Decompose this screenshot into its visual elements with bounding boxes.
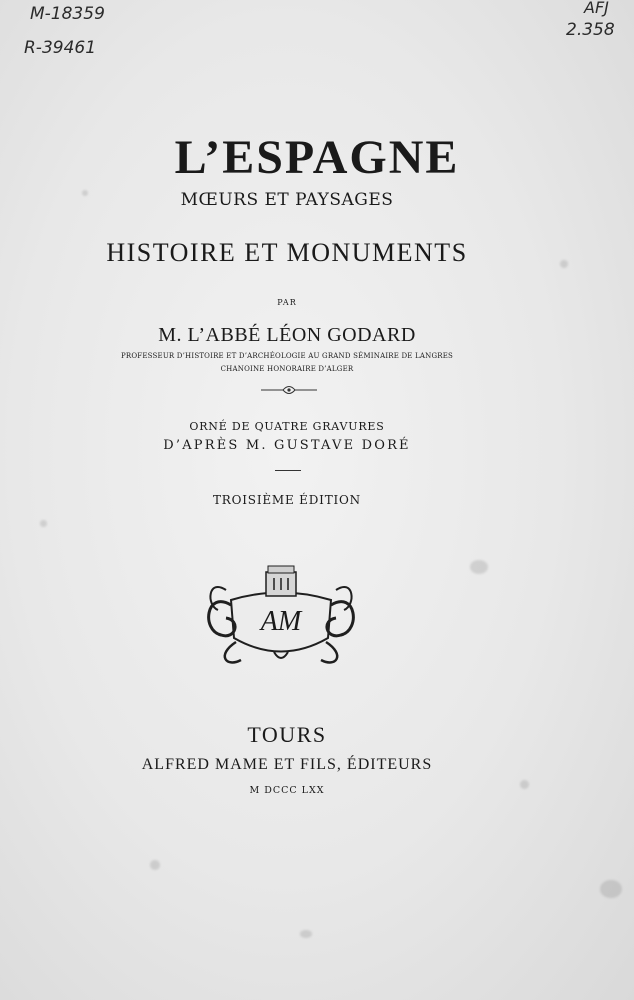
book-subtitle-1: MŒURS ET PAYSAGES xyxy=(180,190,394,210)
by-line-label: PAR xyxy=(277,298,297,307)
section-rule xyxy=(275,470,301,471)
author-name: M. L’ABBÉ LÉON GODARD xyxy=(158,324,416,346)
handwritten-shelfmark-1: M-18359 xyxy=(30,4,105,24)
publisher-emblem xyxy=(196,560,366,670)
paper-spot xyxy=(40,520,47,527)
handwritten-shelfmark-4: 2.358 xyxy=(566,20,615,40)
publication-date: M DCCC LXX xyxy=(249,785,325,796)
edition-label: TROISIÈME ÉDITION xyxy=(212,493,361,507)
paper-spot xyxy=(300,930,312,938)
ornament-divider xyxy=(259,383,319,397)
emblem-monogram: AM xyxy=(260,606,302,637)
paper-spot xyxy=(470,560,488,574)
handwritten-shelfmark-3: AFJ xyxy=(584,0,609,17)
handwritten-shelfmark-2: R-39461 xyxy=(24,38,97,58)
illustration-line-2: D’APRÈS M. GUSTAVE DORÉ xyxy=(163,438,411,453)
paper-spot xyxy=(150,860,160,870)
author-title-2: CHANOINE HONORAIRE D’ALGER xyxy=(220,365,354,373)
book-title: L’ESPAGNE xyxy=(174,131,460,184)
publisher-name: ALFRED MAME ET FILS, ÉDITEURS xyxy=(141,756,433,773)
author-title-1: PROFESSEUR D’HISTOIRE ET D’ARCHÉOLOGIE AU GRAND SÉMINAIRE DE LANGRES xyxy=(120,352,454,360)
book-subtitle-2: HISTOIRE ET MONUMENTS xyxy=(106,238,468,267)
publication-city: TOURS xyxy=(247,722,327,747)
illustration-line-1: ORNÉ DE QUATRE GRAVURES xyxy=(189,420,385,433)
paper-spot xyxy=(600,880,622,898)
